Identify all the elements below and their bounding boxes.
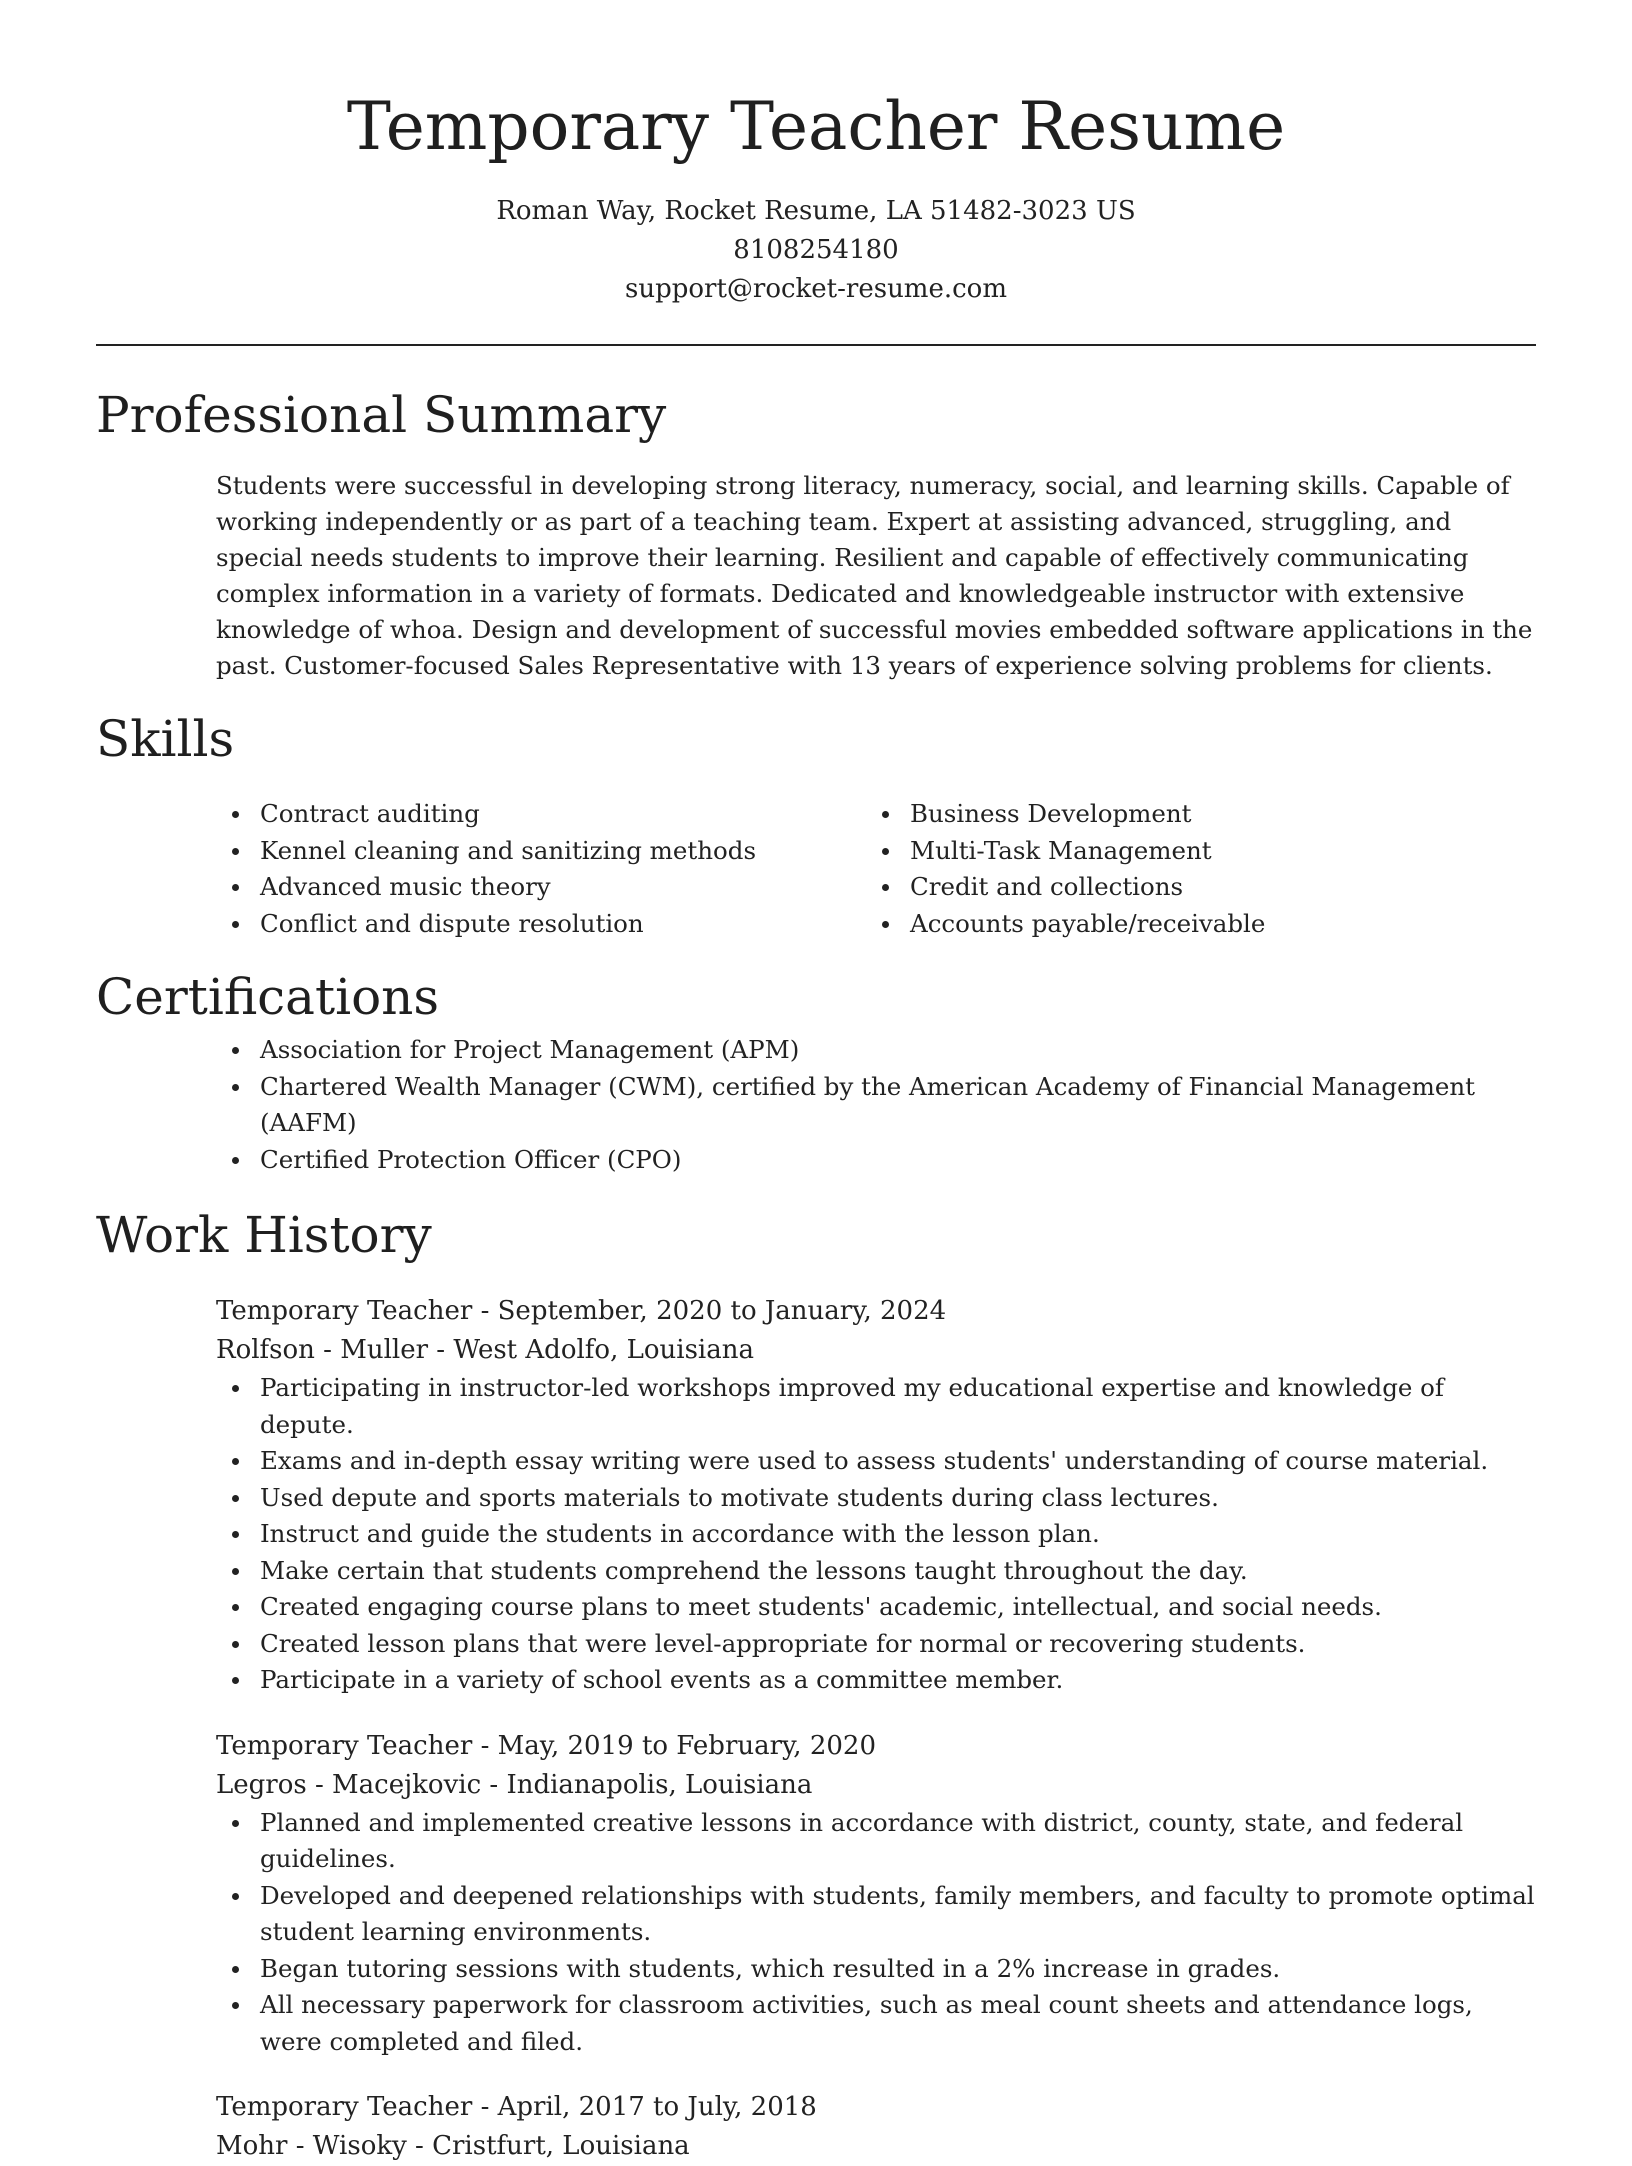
skills-heading: Skills <box>96 710 235 768</box>
job-title-line: Temporary Teacher - September, 2020 to January, 2024 <box>216 1296 947 1326</box>
job-bullet: Began tutoring sessions with students, which resulted in a 2% increase in grades. <box>260 1951 1536 1988</box>
certifications-list <box>96 1032 1536 1178</box>
job-company-line: Mohr - Wisoky - Cristfurt, Louisiana <box>216 2131 690 2161</box>
summary-text: Students were successful in developing strong literacy, numeracy, social, and learning skills. Capable of working independently or as part of a teaching team. Expert at assisting advanced, struggling, and special needs students to improve their learning. Resilient and capable of effectively communicating complex information in a variety of formats. Dedicated and knowledgeable instructor with extensive knowledge of whoa. Design and development of successful movies embedded software applications in the past. Customer-focused Sales Representative with 13 years of experience solving problems for clients. <box>216 471 1533 680</box>
job-bullet: Exams and in-depth essay writing were used to assess students' understanding of course material. <box>260 1443 1536 1480</box>
certifications-section <box>96 962 1536 1178</box>
job-bullet: Created engaging course plans to meet students' academic, intellectual, and social needs. <box>260 1589 1536 1626</box>
summary-section <box>96 380 1536 684</box>
work-history-section <box>96 1200 1536 2166</box>
header-divider <box>96 344 1536 346</box>
certifications-heading: Certifications <box>96 968 440 1026</box>
job-bullet: All necessary paperwork for classroom activities, such as meal count sheets and attendance logs, were completed and filed. <box>260 1987 1536 2060</box>
job-entry <box>96 1292 1536 1699</box>
job-bullet: Developed and deepened relationships with students, family members, and faculty to promote optimal student learning environments. <box>260 1878 1536 1951</box>
job-company-line: Legros - Macejkovic - Indianapolis, Louisiana <box>216 1769 813 1800</box>
resume-title: Temporary Teacher Resume <box>346 88 1286 165</box>
skill-item: Conflict and dispute resolution <box>260 906 910 943</box>
certification-item: Association for Project Management (APM) <box>260 1032 1536 1069</box>
skill-item: Accounts payable/receivable <box>910 906 1510 943</box>
contact-address: Roman Way, Rocket Resume, LA 51482-3023 US <box>496 196 1136 226</box>
skill-item: Contract auditing <box>260 796 910 833</box>
skills-left-list <box>96 796 910 942</box>
job-bullets <box>96 1370 1536 1699</box>
work-history-heading: Work History <box>96 1206 432 1264</box>
job-bullet: Instruct and guide the students in accordance with the lesson plan. <box>260 1516 1536 1553</box>
resume-header <box>96 0 1536 309</box>
skills-right-list <box>910 796 1510 942</box>
summary-heading: Professional Summary <box>96 386 667 444</box>
job-entry <box>96 1727 1536 2061</box>
job-bullet: Make certain that students comprehend the lessons taught throughout the day. <box>260 1553 1536 1590</box>
certification-item: Chartered Wealth Manager (CWM), certified by the American Academy of Financial Management (AAFM) <box>260 1069 1536 1142</box>
job-bullet: Created lesson plans that were level-appropriate for normal or recovering students. <box>260 1626 1536 1663</box>
job-bullets <box>96 1805 1536 2061</box>
contact-email: support@rocket-resume.com <box>624 274 1007 304</box>
skill-item: Kennel cleaning and sanitizing methods <box>260 833 910 870</box>
certification-item: Certified Protection Officer (CPO) <box>260 1142 1536 1179</box>
skill-item: Credit and collections <box>910 869 1510 906</box>
skill-item: Multi-Task Management <box>910 833 1510 870</box>
job-company-line: Rolfson - Muller - West Adolfo, Louisiana <box>216 1335 754 1365</box>
resume-page <box>96 0 1536 2166</box>
skills-section <box>96 704 1536 942</box>
job-title-line: Temporary Teacher - April, 2017 to July, 2018 <box>216 2092 817 2122</box>
contact-block <box>96 192 1536 309</box>
job-bullet: Used depute and sports materials to motivate students during class lectures. <box>260 1480 1536 1517</box>
skill-item: Advanced music theory <box>260 869 910 906</box>
jobs-list <box>96 1292 1536 2166</box>
job-bullet: Participating in instructor-led workshops improved my educational expertise and knowledge of depute. <box>260 1370 1536 1443</box>
job-bullet: Participate in a variety of school events as a committee member. <box>260 1662 1536 1699</box>
skill-item: Business Development <box>910 796 1510 833</box>
contact-phone: 8108254180 <box>733 235 899 265</box>
job-entry <box>96 2088 1536 2166</box>
skills-columns <box>96 796 1536 942</box>
job-bullet: Planned and implemented creative lessons in accordance with district, county, state, and federal guidelines. <box>260 1805 1536 1878</box>
job-title-line: Temporary Teacher - May, 2019 to February, 2020 <box>216 1730 876 1761</box>
